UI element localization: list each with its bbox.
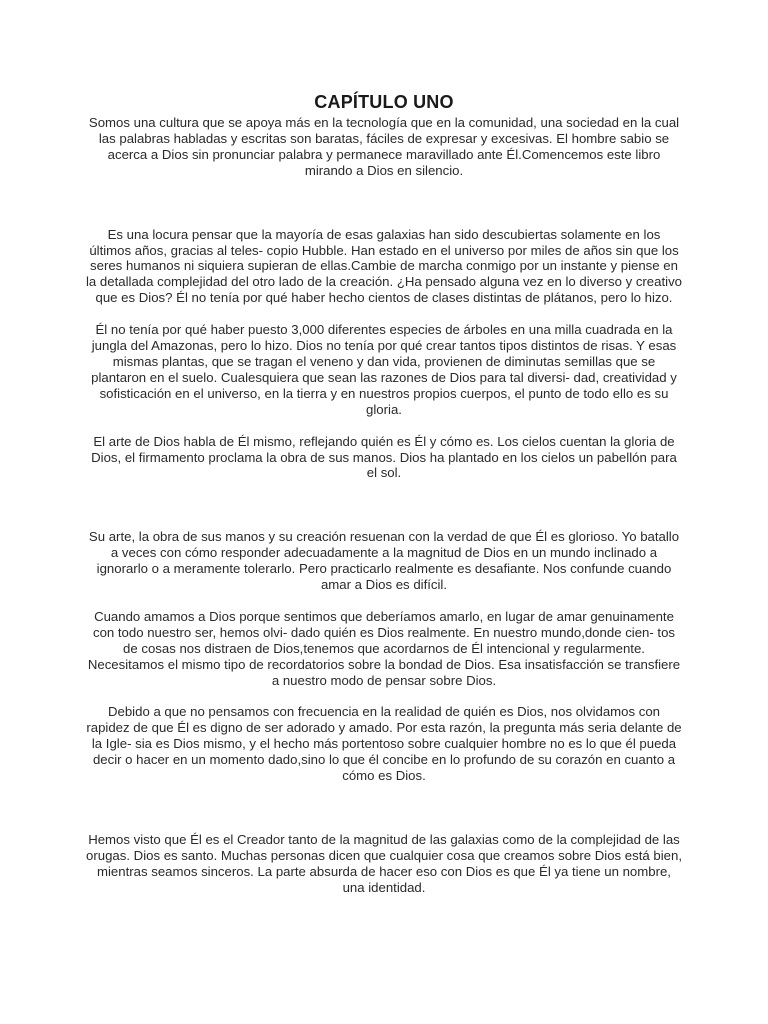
document-page — [86, 92, 682, 896]
paragraph-7: Debido a que no pensamos con frecuencia en la realidad de quién es Dios, nos olvidamos con rapidez de que Él es digno de ser adorado y amado. Por esta razón, la pregunta más seria delante de la Igle- sia es Dios mismo, y el hecho más portentoso sobre cualquier hombre no es lo que él pueda decir o hacer en un momento dado,sino lo que él concibe en lo profundo de su corazón en cuanto a cómo es Dios. — [86, 704, 682, 784]
paragraph-5: Su arte, la obra de sus manos y su creación resuenan con la verdad de que Él es glorioso. Yo batallo a veces con cómo responder adecuadamente a la magnitud de Dios en un mundo inclinado a ignorarlo o a meramente tolerarlo. Pero practicarlo realmente es desafiante. Nos confunde cuando amar a Dios es difícil. — [88, 529, 680, 593]
paragraph-3: Él no tenía por qué haber puesto 3,000 diferentes especies de árboles en una milla cuadrada en la jungla del Amazonas, pero lo hizo. Dios no tenía por qué crear tantos tipos distintos de risas. Y esas mismas plantas, que se tragan el veneno y dan vida, provienen de diminutas semillas que se plantaron en el suelo. Cualesquiera que sean las razones de Dios para tal diversi- dad, creatividad y sofisticación en el universo, en la tierra y en nuestros propios cuerpos, el punto de todo ello es su gloria. — [91, 322, 677, 417]
paragraph-gap — [86, 688, 682, 704]
paragraph-8: Hemos visto que Él es el Creador tanto de la magnitud de las galaxias como de la complejidad de las orugas. Dios es santo. Muchas personas dicen que cualquier cosa que creamos sobre Dios está bien, mientras seamos sinceros. La parte absurda de hacer eso con Dios es que Él ya tiene un nombre, una identidad. — [86, 832, 682, 895]
chapter-title: CAPÍTULO UNO — [314, 92, 454, 112]
paragraph-gap — [86, 179, 682, 227]
paragraph-6: Cuando amamos a Dios porque sentimos que deberíamos amarlo, en lugar de amar genuinamente con todo nuestro ser, hemos olvi- dado quién es Dios realmente. En nuestro mundo,donde cien- tos de cosas nos distraen de Dios,tenemos que acordarnos de Él intencional y regularmente. Necesitamos el mismo tipo de recordatorios sobre la bondad de Dios. Esa insatisfacción se transfiere a nuestro modo de pensar sobre Dios. — [87, 608, 681, 688]
paragraph-gap — [86, 306, 682, 322]
paragraph-gap — [86, 481, 682, 529]
paragraph-2: Es una locura pensar que la mayoría de esas galaxias han sido descubiertas solamente en los últimos años, gracias al teles- copio Hubble. Han estado en el universo por miles de años sin que los seres humanos ni siquiera supieran de ellas.Cambie de marcha conmigo por un instante y piense en la detallada complejidad del otro lado de la creación. ¿Ha pensado alguna vez en lo diverso y creativo que es Dios? Él no tenía por qué haber hecho cientos de clases distintas de plátanos, pero lo hizo. — [86, 226, 683, 306]
paragraph-4: El arte de Dios habla de Él mismo, reflejando quién es Él y cómo es. Los cielos cuentan la gloria de Dios, el firmamento proclama la obra de sus manos. Dios ha plantado en los cielos un pabellón para el sol. — [91, 433, 677, 481]
paragraph-gap — [86, 593, 682, 609]
paragraph-gap — [86, 418, 682, 434]
paragraph-1: Somos una cultura que se apoya más en la tecnología que en la comunidad, una sociedad en la cual las palabras habladas y escritas son baratas, fáciles de expresar y excesivas. El hombre sabio se acerca a Dios sin pronunciar palabra y permanece maravillado ante Él.Comencemos este libro mirando a Dios en silencio. — [88, 115, 680, 178]
paragraph-gap — [86, 784, 682, 832]
